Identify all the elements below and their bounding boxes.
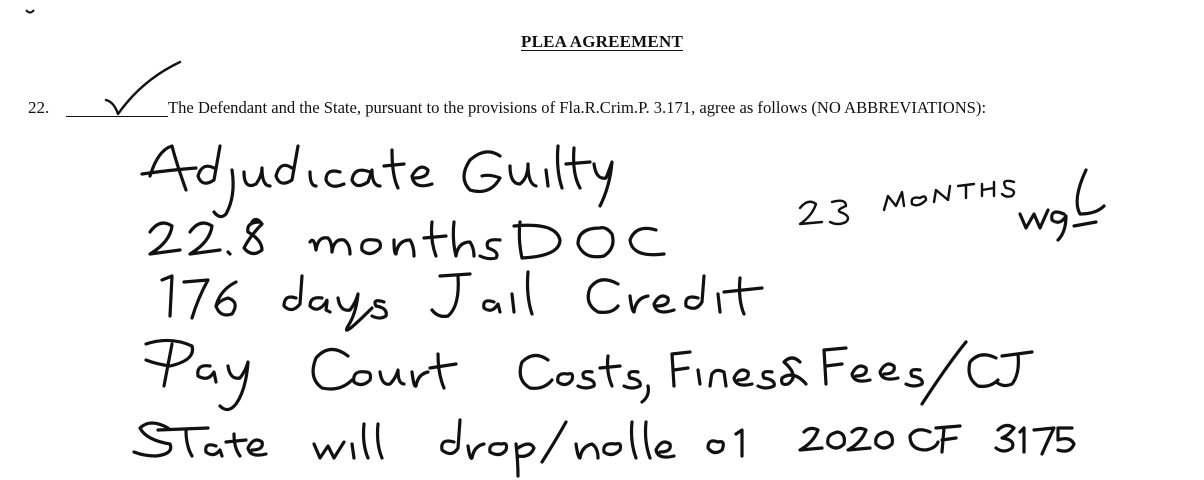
handwritten-margin-note [800, 170, 1104, 240]
handwritten-line-court-costs [146, 340, 1032, 409]
handwritten-line-months-doc [150, 219, 664, 258]
paragraph-number: 22. [28, 98, 50, 117]
paragraph-text: The Defendant and the State, pursuant to the provisions of Fla.R.Crim.P. 3.171, agree as follows (NO ABBREVIATIONS): [168, 98, 987, 117]
handwritten-line-state-nolle [134, 420, 1074, 476]
document-title: PLEA AGREEMENT [521, 32, 683, 51]
handwritten-line-adjudicate-guilty [142, 146, 612, 217]
handwritten-line-jail-credit [162, 272, 762, 330]
